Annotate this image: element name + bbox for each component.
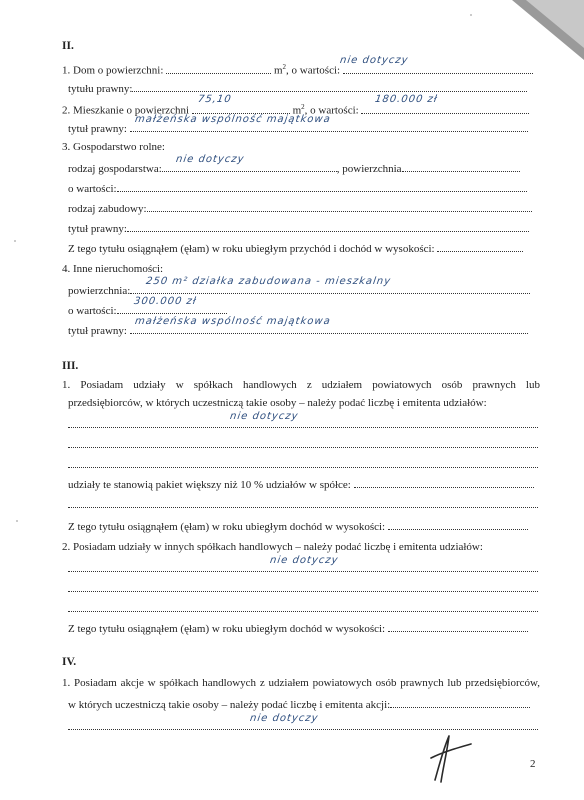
folded-corner-shade: [526, 0, 584, 48]
shares-income-label: Z tego tytułu osiągnąłem (ęłam) w roku ubiegłym dochód w wysokości:: [68, 521, 388, 533]
flat-unit: m: [289, 104, 302, 117]
shares-handwriting: nie dotyczy: [229, 411, 300, 422]
farm-title-label: tytuł prawny:: [68, 223, 127, 235]
dotted-line: [68, 580, 538, 592]
farm-build-label: rodzaj zabudowy:: [68, 203, 147, 215]
farm-value-field: [117, 180, 527, 192]
shares-paragraph-line-1: 1. Posiadam udziały w spółkach handlowych z udziałem powiatowych osób prawnych lub: [62, 379, 540, 391]
flat-area-handwriting: 75,10: [197, 94, 233, 105]
flat-title-label: tytuł prawny:: [68, 123, 130, 135]
dotted-line: [68, 436, 538, 448]
dotted-line: [68, 496, 538, 508]
stocks-paragraph-text: w których uczestniczą takie osoby – należy podać liczbę i emitenta akcji:: [68, 699, 391, 711]
section-heading-3: III.: [62, 360, 79, 372]
flat-label: 2. Mieszkanie o powierzchni: [62, 104, 192, 117]
shares-pakiet-field: [354, 476, 534, 488]
flat-title-handwriting: małżeńska wspólność majątkowa: [134, 114, 332, 125]
shares-paragraph-line-2: przedsiębiorców, w których uczestniczą takie osoby – należy podać liczbę i emitenta udziałów:: [68, 397, 487, 409]
other-shares-income-line: [68, 620, 528, 636]
house-title-line: [68, 80, 527, 96]
farm-kind-line: [68, 160, 520, 176]
other-shares-income-field: [388, 620, 528, 632]
signature-mark: [425, 728, 475, 784]
stocks-paragraph-line-1: 1. Posiadam akcje w spółkach handlowych z udziałem powiatowych osób prawnych lub przedsiębiorców,: [62, 677, 540, 689]
page-number: 2: [530, 758, 536, 770]
other-shares-line: 2. Posiadam udziały w innych spółkach handlowych – należy podać liczbę i emitenta udziałów:: [62, 541, 483, 553]
shares-blank-line-3: [68, 456, 538, 472]
farm-title-field: [127, 220, 529, 232]
scan-speck: [470, 14, 472, 16]
flat-value-label: , o wartości:: [304, 104, 362, 117]
house-line: [62, 60, 533, 76]
farm-build-line: [68, 200, 532, 216]
other-shares-income-label: Z tego tytułu osiągnąłem (ęłam) w roku ubiegłym dochód w wysokości:: [68, 623, 388, 635]
stocks-paragraph-line-2: [68, 696, 530, 712]
other-shares-blank-2: [68, 580, 538, 596]
house-value-handwriting: nie dotyczy: [339, 55, 410, 66]
shares-blank-line-1: [68, 416, 538, 432]
house-label: 1. Dom o powierzchni:: [62, 64, 167, 77]
house-value-label: , o wartości:: [286, 64, 343, 77]
stocks-handwriting: nie dotyczy: [249, 713, 320, 724]
shares-blank-line-2: [68, 436, 538, 452]
house-title-label: tytułu prawny:: [68, 83, 133, 95]
dotted-line: [68, 416, 538, 428]
shares-income-field: [388, 518, 528, 530]
scan-speck: [14, 240, 16, 242]
house-title-field: [132, 80, 527, 92]
section-heading-2: II.: [62, 40, 74, 52]
dotted-line: [68, 600, 538, 612]
house-area-field: [166, 62, 271, 74]
section-heading-4: IV.: [62, 656, 77, 668]
farm-value-label: o wartości:: [68, 183, 117, 195]
scan-speck: [16, 520, 18, 522]
flat-unit-sup: 2: [301, 103, 305, 111]
shares-pakiet-label: udziały te stanowią pakiet większy niż 10 % udziałów w spółce:: [68, 479, 354, 491]
farm-value-line: [68, 180, 527, 196]
shares-blank-line-4: [68, 496, 538, 512]
dotted-line: [68, 456, 538, 468]
other-shares-blank-3: [68, 600, 538, 616]
shares-income-line: [68, 518, 528, 534]
farm-heading: 3. Gospodarstwo rolne:: [62, 141, 165, 153]
farm-title-line: [68, 220, 529, 236]
flat-value-handwriting: 180.000 zł: [374, 94, 439, 105]
farm-build-field: [147, 200, 532, 212]
other-property-heading: 4. Inne nieruchomości:: [62, 263, 164, 275]
farm-area-label: , powierzchnia: [336, 163, 402, 175]
farm-income-label: Z tego tytułu osiągnąłem (ęłam) w roku ubiegłym przychód i dochód w wysokości:: [68, 243, 438, 255]
other-area-handwriting: 250 m² działka zabudowana - mieszkalny: [145, 276, 392, 287]
shares-pakiet-line: [68, 476, 534, 492]
farm-area-field: [402, 160, 520, 172]
other-title-handwriting: małżeńska wspólność majątkowa: [134, 316, 332, 327]
other-value-label: o wartości:: [68, 305, 117, 317]
other-value-handwriting: 300.000 zł: [133, 296, 198, 307]
farm-income-field: [437, 240, 523, 252]
farm-kind-handwriting: nie dotyczy: [175, 154, 246, 165]
stocks-field: [390, 696, 530, 708]
other-shares-handwriting: nie dotyczy: [269, 555, 340, 566]
other-area-label: powierzchnia:: [68, 285, 131, 297]
farm-income-line: [68, 240, 523, 256]
house-unit-sup: 2: [282, 63, 286, 71]
other-title-label: tytuł prawny:: [68, 325, 130, 337]
farm-kind-label: rodzaj gospodarstwa:: [68, 163, 162, 175]
house-unit: m: [271, 64, 283, 77]
